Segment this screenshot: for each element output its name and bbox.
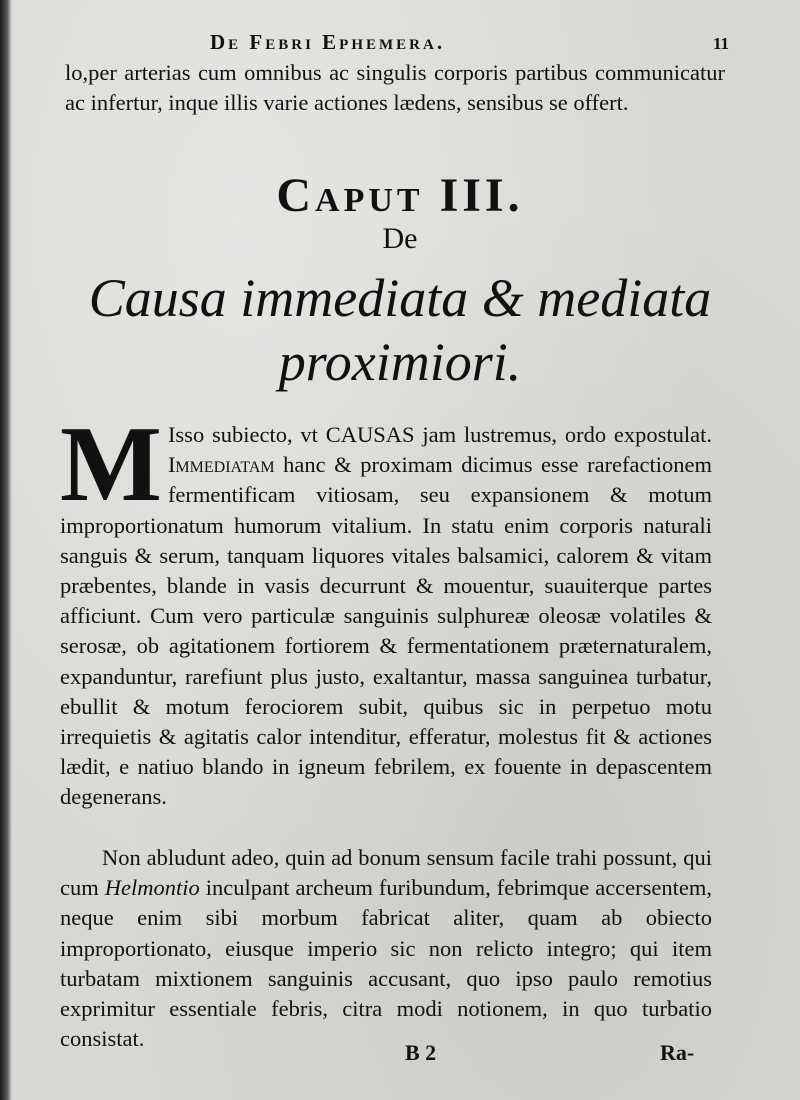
chapter-title: Caput III. bbox=[276, 169, 524, 222]
running-title: De Febri Ephemera. bbox=[210, 30, 446, 54]
paragraph-1-smallcaps: Immediatam bbox=[167, 452, 275, 478]
paragraph-2-before: Non abludunt adeo, quin ad bonum sensum facile trahi possunt, qui cum bbox=[60, 845, 712, 901]
chapter-subtitle: Causa immediata & mediata proximiori. bbox=[88, 268, 712, 392]
paragraph-1 bbox=[60, 405, 712, 813]
paragraph-2 bbox=[60, 843, 712, 1054]
paragraph-1-lead: Isso subiecto, vt CAUSAS jam lustremus, ordo expostulat. bbox=[167, 422, 712, 447]
carryover-text: lo,per arterias cum omnibus ac singulis corporis partibus communicatur ac infertur, inque illis varie actiones lædens, sensibus se offert. bbox=[65, 60, 725, 116]
paragraph-1-rest: hanc & proximam dicimus esse rarefactionem fermentificam vitiosam, seu expansionem & motum improportionatum humorum vitalium. In statu enim corporis naturali sanguis & serum, tanquam liquores vitales balsamici, calorem & vitam præbentes, blande in vasis decurrunt & mouentur, suauiterque partes afficiunt. Cum vero particulæ sanguinis sulphureæ oleosæ volatiles & serosæ, ob agitationem fortiorem & fermentationem præternaturalem, expanduntur, rarefiunt plus justo, exaltantur, massa sanguinea turbatur, ebullit & motum ferociorem subit, quibus sic in perpetuo motu irrequietis & agitatis calor intenditur, efferatur, molestus fit & actiones lædit, e natiuo blando in igneum febrilem, ex fouente in depascentem degenerans. bbox=[60, 452, 712, 810]
signature-mark: B 2 bbox=[405, 1040, 437, 1065]
catchword: Ra- bbox=[660, 1040, 695, 1065]
drop-cap: M bbox=[60, 405, 162, 524]
page-edge-shadow bbox=[0, 0, 12, 1100]
paragraph-2-italic: Helmontio bbox=[104, 875, 200, 901]
chapter-de: De bbox=[382, 222, 418, 255]
paragraph-2-after: inculpant archeum furibundum, febrimque accersentem, neque enim sibi morbum fabricat aliter, quam ab obiecto improportionato, eiusque imperio sic non relicto integro; qui item turbatam mixtionem sanguinis accusant, quo ipso paulo remotius exprimitur essentiale febris, citra modi notionem, in quo turbatio consistat. bbox=[60, 875, 713, 1052]
page-number: 11 bbox=[713, 34, 730, 53]
